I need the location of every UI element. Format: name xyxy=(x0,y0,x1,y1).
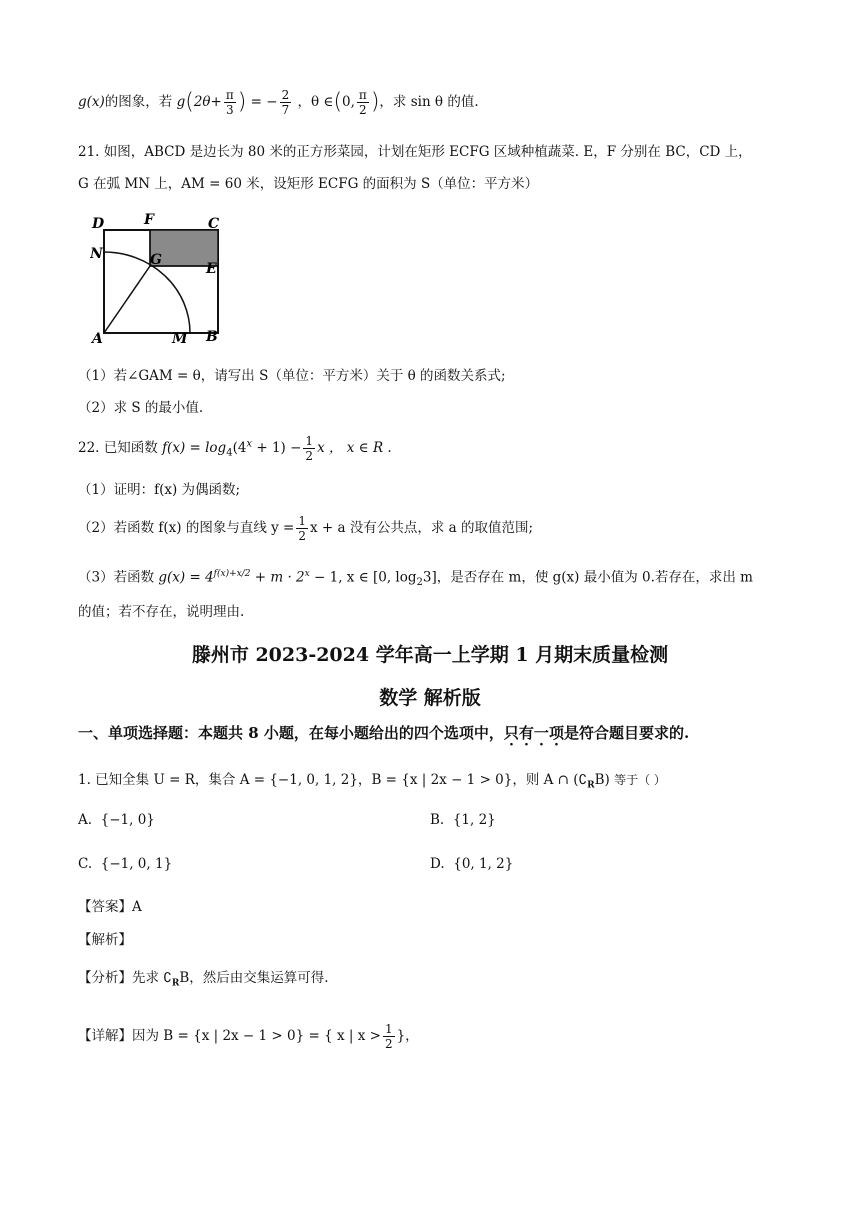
q21-part2: （2）求 S 的最小值. xyxy=(78,400,204,416)
label-n: N xyxy=(90,246,103,262)
q20-tail-line: g(x)的图象，若 g(2θ+ $\frac{\pi}{3}$ ) = − $\frac{2}{7}$ ，θ ∈(0, $\frac{\pi}{2}$ )，求 sin θ 的值. xyxy=(78,88,479,117)
label-g: G xyxy=(150,252,162,268)
document-subtitle: 数学 解析版 xyxy=(379,687,481,709)
label-f: F xyxy=(144,212,154,228)
q22-part3-line2: 的值；若不存在，说明理由. xyxy=(78,604,245,620)
label-d: D xyxy=(92,216,105,232)
q22-part1: （1）证明：f(x) 为偶函数; xyxy=(78,482,241,498)
q21-line1: 21. 如图，ABCD 是边长为 80 米的正方形菜园，计划在矩形 ECFG 区域种植蔬菜. E，F 分别在 BC，CD 上， xyxy=(78,144,752,160)
q21-square-figure xyxy=(90,210,230,350)
q20-range-pre: 0, xyxy=(342,94,355,110)
q21-line2: G 在弧 MN 上，AM = 60 米，设矩形 ECFG 的面积为 S（单位：平方米） xyxy=(78,176,539,192)
q22-part2: （2）若函数 f(x) 的图象与直线 y = $\frac{1}{2}$ x + a 没有公共点，求 a 的取值范围; xyxy=(78,514,534,543)
q20-inner: 2θ+ xyxy=(193,94,222,110)
q1-answer: 【答案】A xyxy=(78,899,142,915)
segment-ag xyxy=(104,266,150,333)
q1-detail: 【详解】因为 B = {x | 2x − 1 > 0} = { x | x > $\frac{1}{2}$ }， xyxy=(78,1022,419,1051)
q20-gx: g(x) xyxy=(78,94,105,110)
q1-stem: 1. 已知全集 U = R，集合 A = {−1, 0, 1, 2}，B = {x | 2x − 1 > 0}，则 A ∩ $(∁_RB)$ 等于（ ） xyxy=(78,772,666,791)
label-b: B xyxy=(206,329,218,345)
q1-option-b: B. {1, 2} xyxy=(430,812,496,828)
document-title: 滕州市 2023-2024 学年高一上学期 1 月期末质量检测 xyxy=(191,644,669,666)
q1-fenxi: 【分析】先求 $∁_RB$，然后由交集运算可得. xyxy=(78,970,329,989)
label-c: C xyxy=(208,216,220,232)
q1-option-a: A. {−1, 0} xyxy=(78,812,155,828)
q1-analysis: 【解析】 xyxy=(78,932,132,948)
label-e: E xyxy=(206,261,217,277)
q20-pi-over-2: $\frac{\pi}{2}$ xyxy=(358,88,367,117)
q20-pi-over-3: $\frac{\pi}{3}$ xyxy=(225,88,234,117)
q22-stem: 22. 已知函数 $f(x) = \log_4(4^x + 1)$ − $\frac{1}{2}$ x ， x ∈ R . xyxy=(78,434,392,463)
q22-part3: （3）若函数 $g(x) = 4^{f(x)+x/2} + m \cdot 2^x - 1$, x ∈ [0, $\log_23$]，是否存在 m，使 g(x) 最小值为 0.若存在，求出 m xyxy=(78,569,753,589)
q20-text: 的图象，若 xyxy=(104,94,173,110)
q1-option-c: C. {−1, 0, 1} xyxy=(78,856,173,872)
q20-g: g xyxy=(176,94,186,110)
q20-theta-in: ，θ ∈ xyxy=(297,94,334,110)
q20-two-sevenths: $\frac{2}{7}$ xyxy=(281,88,290,117)
q21-part1: （1）若∠GAM = θ，请写出 S（单位：平方米）关于 θ 的函数关系式; xyxy=(78,368,506,384)
label-a: A xyxy=(92,331,103,347)
label-m: M xyxy=(172,331,188,347)
section-1-heading: 一、单项选择题：本题共 8 小题，在每小题给出的四个选项中，只有一项是符合题目要求的. xyxy=(78,724,690,742)
q20-end: ，求 sin θ 的值. xyxy=(379,94,479,110)
q1-option-d: D. {0, 1, 2} xyxy=(430,856,514,872)
q20-eq: = − xyxy=(250,94,278,110)
